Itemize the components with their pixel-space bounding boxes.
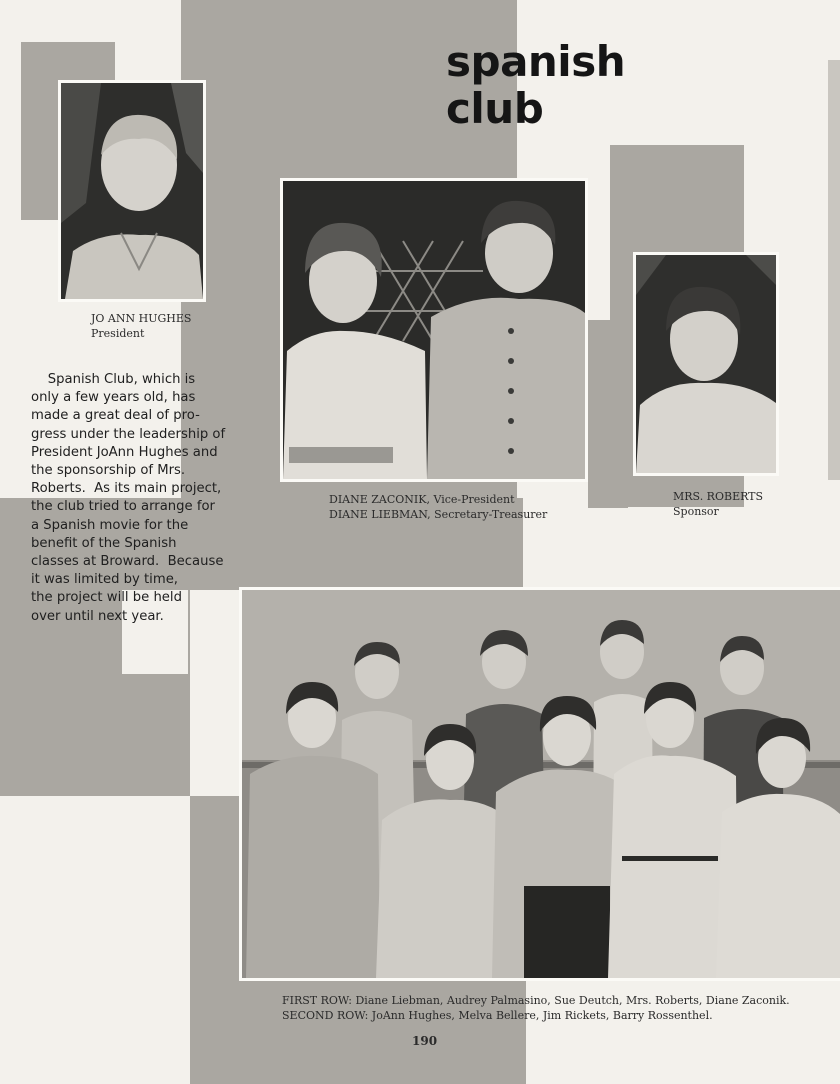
body-line: the project will be held <box>31 590 182 606</box>
body-line: the club tried to arrange for <box>31 499 215 515</box>
body-line: made a great deal of pro- <box>31 408 200 424</box>
officers-line-1: DIANE ZACONIK, Vice-President <box>329 493 515 506</box>
body-line: classes at Broward. Because <box>31 554 224 570</box>
sponsor-photo <box>633 252 779 476</box>
sponsor-role: Sponsor <box>673 505 719 518</box>
officers-photo <box>280 178 588 482</box>
officers-portrait-icon <box>283 181 585 479</box>
body-line: Roberts. As its main project, <box>31 481 222 497</box>
body-line: the sponsorship of Mrs. <box>31 463 186 479</box>
gray-block-right-edge <box>828 60 840 480</box>
group-photo <box>239 587 840 981</box>
sponsor-caption <box>673 489 763 519</box>
body-line: it was limited by time, <box>31 572 178 588</box>
page-title <box>446 38 625 132</box>
body-line: a Spanish movie for the <box>31 517 189 533</box>
body-line: gress under the leadership of <box>31 426 226 442</box>
group-caption-first-row: FIRST ROW: Diane Liebman, Audrey Palmasino, Sue Deutch, Mrs. Roberts, Diane Zaconik. <box>282 994 790 1007</box>
group-caption-second-row: SECOND ROW: JoAnn Hughes, Melva Bellere, Jim Rickets, Barry Rossenthel. <box>282 1009 713 1022</box>
president-role: President <box>91 327 145 340</box>
president-name: JO ANN HUGHES <box>91 312 192 325</box>
body-line: over until next year. <box>31 608 164 624</box>
group-caption <box>282 993 790 1023</box>
officers-line-2: DIANE LIEBMAN, Secretary-Treasurer <box>329 508 548 521</box>
body-line: President JoAnn Hughes and <box>31 444 218 460</box>
body-line: Spanish Club, which is <box>31 372 196 387</box>
president-caption <box>91 311 191 341</box>
president-photo <box>58 80 206 302</box>
sponsor-portrait-icon <box>636 255 776 473</box>
club-description <box>31 371 241 626</box>
body-line: only a few years old, has <box>31 390 196 406</box>
title-line-2: club <box>446 84 544 133</box>
page-number: 190 <box>412 1034 438 1048</box>
officers-caption <box>329 492 547 522</box>
body-line: benefit of the Spanish <box>31 535 177 551</box>
title-line-1: spanish <box>446 37 626 86</box>
sponsor-name: MRS. ROBERTS <box>673 490 764 503</box>
group-portrait-icon <box>242 590 840 978</box>
gray-block-right-mid <box>588 320 628 508</box>
president-portrait-icon <box>61 83 203 299</box>
